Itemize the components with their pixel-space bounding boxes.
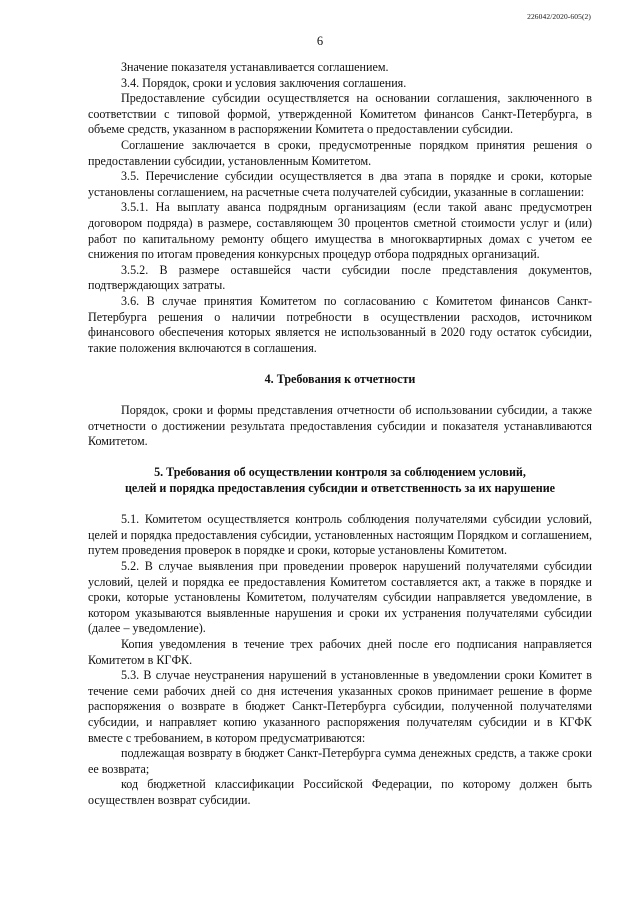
paragraph: 5.2. В случае выявления при проведении проверок нарушений получателями субсидии условий, целей и порядка ее предоставления Комитетом составляется акт, а также в порядке и сроки, которые установлены Комитетом, получателям субсидии направляется уведомление, в котором указываются выявленные нарушения и сроки их устранения получателями субсидии (далее – уведомление). [88,559,592,636]
paragraph: 3.6. В случае принятия Комитетом по согласованию с Комитетом финансов Санкт-Петербурга решения о наличии потребности в осуществлении расходов, источником финансового обеспечения которых является не использованный в 2020 году остаток субсидии, такие положения включаются в соглашения. [88,293,592,355]
section-heading-5-line1: 5. Требования об осуществлении контроля за соблюдением условий, [154,465,526,480]
paragraph: Предоставление субсидии осуществляется на основании соглашения, заключенного в соответствии с типовой формой, утвержденной Комитетом финансов Санкт-Петербурга, в объеме средств, указанном в распоряжении Комитета о предоставлении субсидии. [88,91,592,137]
paragraph: 3.5.1. На выплату аванса подрядным организациям (если такой аванс предусмотрен договором подряда) в размере, составляющем 30 процентов сметной стоимости услуг и (или) работ по капитальному ремонту общего имущества в многоквартирных домах с учетом ее снижения по итогам проведения конкурсных процедур отбора подрядных организаций. [88,200,592,262]
spacer [88,356,592,372]
paragraph: 5.3. В случае неустранения нарушений в установленные в уведомлении сроки Комитет в течение семи рабочих дней со дня истечения указанных сроков принимает решение в форме распоряжения о возврате в бюджет Санкт-Петербурга субсидии, полученной получателями субсидии, и направляет копию указанного распоряжения получателям субсидии и в КГФК вместе с требованием, в котором предусматриваются: [88,668,592,745]
spacer [88,450,592,466]
document-number: 226042/2020-605(2) [527,12,591,21]
spacer [88,497,592,513]
spacer [88,387,592,403]
paragraph: Соглашение заключается в сроки, предусмотренные порядком принятия решения о предоставлении субсидии, установленным Комитетом. [88,137,592,168]
paragraph: 5.1. Комитетом осуществляется контроль соблюдения получателями субсидии условий, целей и порядка предоставления субсидии, установленных настоящим Порядком и соглашением, путем проведения проверок в порядке и сроки, которые установлены Комитетом. [88,512,592,558]
section-heading-4: 4. Требования к отчетности [264,371,416,386]
paragraph: 3.4. Порядок, сроки и условия заключения соглашения. [121,75,407,90]
section-heading-5-line2: целей и порядка предоставления субсидии и ответственность за их нарушение [124,481,556,496]
paragraph: код бюджетной классификации Российской Федерации, по которому должен быть осуществлен возврат субсидии. [88,777,592,807]
paragraph: Значение показателя устанавливается соглашением. [121,60,389,74]
paragraph: Порядок, сроки и формы представления отчетности об использовании субсидии, а также отчетности о достижении результата предоставления субсидии и показателя устанавливаются Комитетом. [88,403,592,449]
page-number: 6 [316,34,324,48]
paragraph: 3.5. Перечисление субсидии осуществляется в два этапа в порядке и сроки, которые установлены соглашением, на расчетные счета получателей субсидии, указанные в соглашении: [88,169,592,199]
paragraph: Копия уведомления в течение трех рабочих дней после его подписания направляется Комитетом в КГФК. [88,636,592,667]
paragraph: 3.5.2. В размере оставшейся части субсидии после представления документов, подтверждающих затраты. [88,262,592,293]
document-body [88,60,592,809]
paragraph: подлежащая возврату в бюджет Санкт-Петербурга сумма денежных средств, а также сроки ее возврата; [88,746,592,776]
